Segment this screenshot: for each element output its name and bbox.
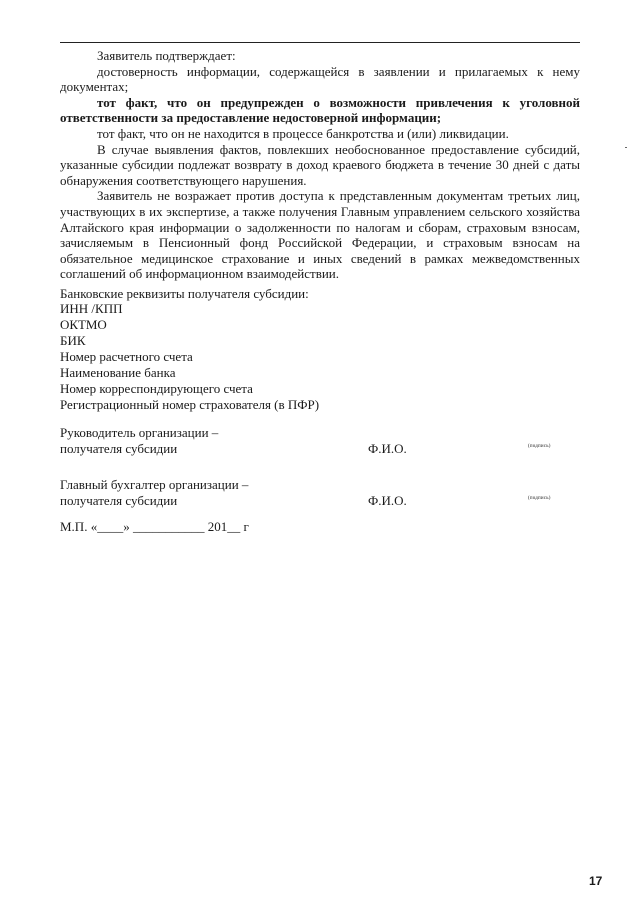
accountant-role-line1: Главный бухгалтер организации – [60,477,249,492]
bank-details-list [60,301,319,413]
bank-detail-item: ОКТМО [60,317,107,332]
accountant-signature-note: (подпись) [528,496,551,501]
head-signature-role [60,425,320,456]
bank-detail-item: Регистрационный номер страхователя (в ПФР) [60,397,320,412]
bank-detail-item: БИК [60,333,86,348]
top-rule [60,42,580,43]
declaration-paragraph: достоверность информации, содержащейся в заявлении и прилагаемых к нему документах; [60,63,580,95]
declaration-paragraph: В случае выявления фактов, повлекших необоснованное предоставление субсидий, указанные субсидии подлежат возврату в доход краевого бюджета в течение 30 дней с даты обнаружения соответствующего нарушения. [60,141,580,188]
bank-details-title: Банковские реквизиты получателя субсидии: [60,286,309,301]
declaration-paragraph-bold: тот факт, что он предупрежден о возможности привлечения к уголовной ответственности за предоставление недостоверной информации; [60,94,580,126]
bank-detail-item: ИНН /КПП [60,301,123,316]
scan-speck [625,147,627,148]
head-fio-label: Ф.И.О. [368,440,407,456]
declaration-paragraph: тот факт, что он не находится в процессе банкротства и (или) ликвидации. [97,125,509,141]
head-role-line2: получателя субсидии [60,440,178,456]
declaration-paragraph: Заявитель подтверждает: [97,48,236,63]
accountant-fio-label: Ф.И.О. [368,492,407,508]
accountant-signature-role [60,477,320,508]
accountant-role-line2: получателя субсидии [60,492,178,508]
head-signature-note: (подпись) [528,444,551,449]
stamp-date-line: М.П. «____» ___________ 201__ г [60,519,249,534]
declaration-paragraph: Заявитель не возражает против доступа к представленным документам третьих лиц, участвующих в их экспертизе, а также получения Главным управлением сельского хозяйства Алтайского края информации о задолженности по налогам и сборам, страховым взносам, зачисляемым в Пенсионный фонд Российской Федерации, и страховым взносам на обязательное медицинское страхование и иных сведений в рамках межведомственных соглашений об информационном взаимодействии. [60,188,580,282]
bank-detail-item: Номер расчетного счета [60,349,193,364]
declaration-text [60,48,580,282]
head-role-line1: Руководитель организации – [60,425,219,440]
page-number: 17 [589,874,603,888]
bank-detail-item: Наименование банка [60,365,176,380]
bank-detail-item: Номер корреспондирующего счета [60,381,253,396]
